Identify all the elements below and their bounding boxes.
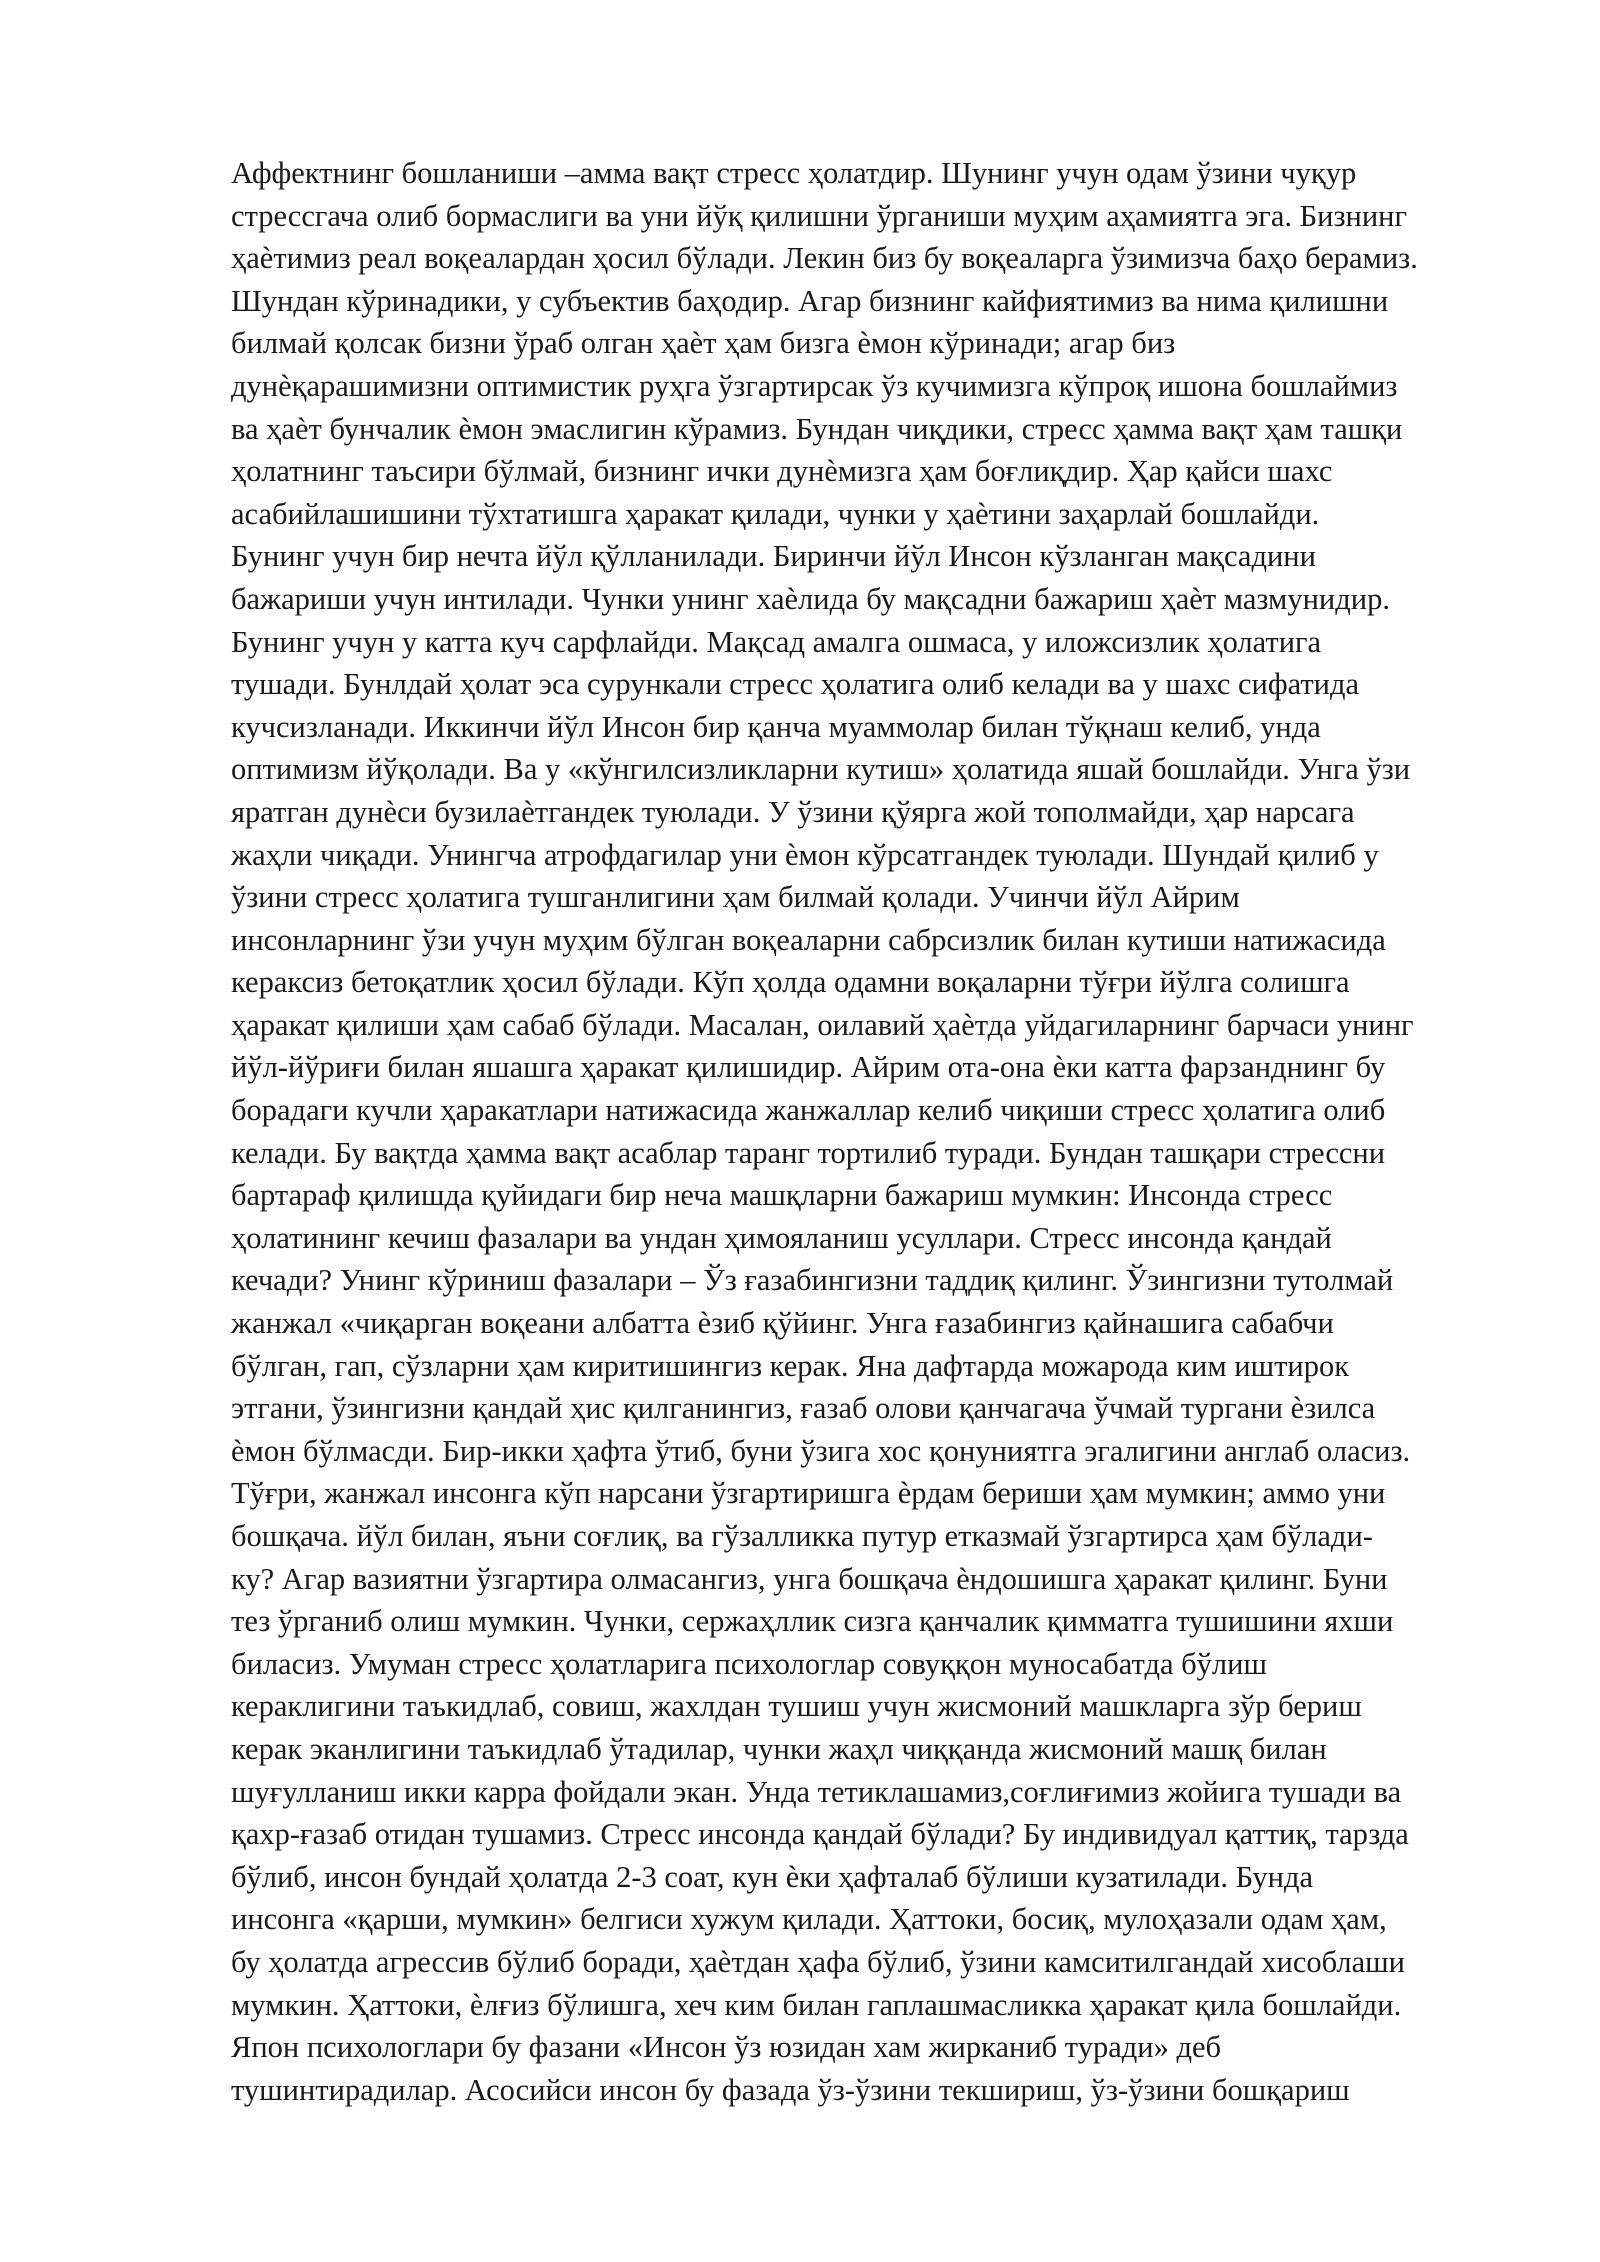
text-line: бажариши учун интилади. Чунки унинг хаѐлида бу мақсадни бажариш ҳаѐт мазмунидир. — [231, 581, 1390, 616]
text-line: тушинтирадилар. Асосийси инсон бу фазада ўз-ўзини текшириш, ўз-ўзини бошқариш — [231, 2072, 1350, 2107]
text-line: инсонга «қарши, мумкин» белгиси хужум қилади. Ҳаттоки, босиқ, мулоҳазали одам ҳам, — [231, 1902, 1387, 1937]
text-line: дунѐқарашимизни оптимистик руҳга ўзгартирсак ўз кучимизга кўпроқ ишона бошлаймиз — [231, 368, 1398, 403]
text-line: қахр-ғазаб отидан тушамиз. Стресс инсонда қандай бўлади? Бу индивидуал қаттиқ, тарзда — [231, 1817, 1409, 1852]
text-line: кечади? Унинг кўриниш фазалари – Ўз ғазабингизни таддиқ қилинг. Ўзингизни тутолмай — [231, 1263, 1394, 1298]
text-line: ҳаѐтимиз реал воқеалардан ҳосил бўлади. Лекин биз бу воқеаларга ўзимизча баҳо берамиз. — [231, 241, 1418, 276]
text-line: бўлиб, инсон бундай ҳолатда 2-3 соат, кун ѐки ҳафталаб бўлиши кузатилади. Бунда — [231, 1859, 1314, 1894]
text-line: Тўғри, жанжал инсонга кўп нарсани ўзгартиришга ѐрдам бериши ҳам мумкин; аммо уни — [231, 1476, 1386, 1511]
text-line: йўл-йўриғи билан яшашга ҳаракат қилишидир. Айрим ота-она ѐки катта фарзанднинг бу — [231, 1050, 1386, 1085]
text-line: стрессгача олиб бормаслиги ва уни йўқ қилишни ўрганиши муҳим аҳамиятга эга. Бизнинг — [231, 198, 1407, 233]
text-line: Япон психологлари бу фазани «Инсон ўз юзидан хам жирканиб туради» деб — [231, 2030, 1222, 2065]
text-line: билмай қолсак бизни ўраб олган ҳаѐт ҳам бизга ѐмон кўринади; агар биз — [231, 326, 1176, 361]
text-line: ҳаракат қилиши ҳам сабаб бўлади. Масалан, оилавий ҳаѐтда уйдагиларнинг барчаси унинг — [231, 1007, 1414, 1042]
text-line: кераклигини таъкидлаб, совиш, жахлдан тушиш учун жисмоний машкларга зўр бериш — [231, 1689, 1362, 1724]
text-line: келади. Бу вақтда ҳамма вақт асаблар таранг тортилиб туради. Бундан ташқари стрессни — [231, 1135, 1386, 1170]
text-line: Шундан кўринадики, у субъектив баҳодир. Агар бизнинг кайфиятимиз ва нима қилишни — [231, 283, 1389, 318]
text-line: ҳолатнинг таъсири бўлмай, бизнинг ички дунѐмизга ҳам боғлиқдир. Ҳар қайси шахс — [231, 454, 1333, 489]
text-line: асабийлашишини тўхтатишга ҳаракат қилади, чунки у ҳаѐтини заҳарлай бошлайди. — [231, 496, 1320, 531]
text-line: ѐмон бўлмасди. Бир-икки ҳафта ўтиб, буни ўзига хос қонуниятга эгалигини англаб оласиз. — [231, 1433, 1411, 1468]
text-line: бу ҳолатда агрессив бўлиб боради, ҳаѐтдан ҳафа бўлиб, ўзини камситилгандай хисоблаши — [231, 1944, 1405, 1979]
text-line: бартараф қилишда қуйидаги бир неча машқларни бажариш мумкин: Инсонда стресс — [231, 1178, 1333, 1213]
text-line: Аффектнинг бошланиши –амма вақт стресс ҳолатдир. Шунинг учун одам ўзини чуқур — [231, 156, 1357, 190]
text-line: оптимизм йўқолади. Ва у «кўнгилсизликларни кутиш» ҳолатида яшай бошлайди. Унга ўзи — [231, 752, 1411, 787]
text-line: шуғулланиш икки карра фойдали экан. Унда тетиклашамиз,соғлиғимиз жойига тушади ва — [231, 1774, 1402, 1809]
text-line: ҳолатининг кечиш фазалари ва ундан ҳимояланиш усуллари. Стресс инсонда қандай — [231, 1220, 1332, 1255]
text-line: бошқача. йўл билан, яъни соғлиқ, ва гўзалликка путур етказмай ўзгартирса ҳам бўлади- — [231, 1519, 1373, 1553]
text-line: этгани, ўзингизни қандай ҳис қилганингиз, ғазаб олови қанчагача ўчмай тургани ѐзилса — [231, 1391, 1376, 1426]
text-line: жаҳли чиқади. Унингча атрофдагилар уни ѐмон кўрсатгандек туюлади. Шундай қилиб у — [231, 837, 1379, 872]
text-line: инсонларнинг ўзи учун муҳим бўлган воқеаларни сабрсизлик билан кутиши натижасида — [231, 922, 1386, 957]
text-line: тушади. Бунлдай ҳолат эса сурункали стресс ҳолатига олиб келади ва у шахс сифатида — [231, 667, 1360, 702]
text-line: ўзини стресс ҳолатига тушганлигини ҳам билмай қолади. Учинчи йўл Айрим — [231, 880, 1240, 915]
text-line: бўлган, гап, сўзларни ҳам киритишингиз керак. Яна дафтарда можарода ким иштирок — [231, 1348, 1350, 1383]
text-line: кераксиз бетоқатлик ҳосил бўлади. Кўп ҳолда одамни воқаларни тўғри йўлга солишга — [231, 965, 1350, 1000]
body-paragraph — [231, 152, 1531, 2111]
text-line: керак эканлигини таъкидлаб ўтадилар, чунки жаҳл чиққанда жисмоний машқ билан — [231, 1731, 1327, 1766]
text-line: биласиз. Умуман стресс ҳолатларига психологлар совуққон муносабатда бўлиш — [231, 1646, 1267, 1681]
text-line: Бунинг учун бир нечта йўл қўлланилади. Биринчи йўл Инсон кўзланган мақсадини — [231, 539, 1316, 574]
text-line: борадаги кучли ҳаракатлари натижасида жанжаллар келиб чиқиши стресс ҳолатига олиб — [231, 1093, 1386, 1128]
text-line: яратган дунѐси бузилаѐтгандек туюлади. У ўзини қўярга жой тополмайди, ҳар нарсага — [231, 794, 1355, 829]
text-line: Бунинг учун у катта куч сарфлайди. Мақсад амалга ошмаса, у иложсизлик ҳолатига — [231, 624, 1322, 659]
text-line: жанжал «чиқарган воқеани албатта ѐзиб қўйинг. Унга ғазабингиз қайнашига сабабчи — [231, 1306, 1334, 1341]
text-line: тез ўрганиб олиш мумкин. Чунки, сержаҳллик сизга қанчалик қимматга тушишини яхши — [231, 1604, 1394, 1639]
text-line: ва ҳаѐт бунчалик ѐмон эмаслигин кўрамиз. Бундан чиқдики, стресс ҳамма вақт ҳам ташқи — [231, 411, 1403, 446]
text-line: ку? Агар вазиятни ўзгартира олмасангиз, унга бошқача ѐндошишга ҳаракат қилинг. Буни — [231, 1561, 1388, 1596]
text-line: мумкин. Ҳаттоки, ѐлғиз бўлишга, хеч ким билан гаплашмасликка ҳаракат қила бошлайди. — [231, 1987, 1402, 2022]
text-line: кучсизланади. Иккинчи йўл Инсон бир қанча муаммолар билан тўқнаш келиб, унда — [231, 709, 1321, 744]
